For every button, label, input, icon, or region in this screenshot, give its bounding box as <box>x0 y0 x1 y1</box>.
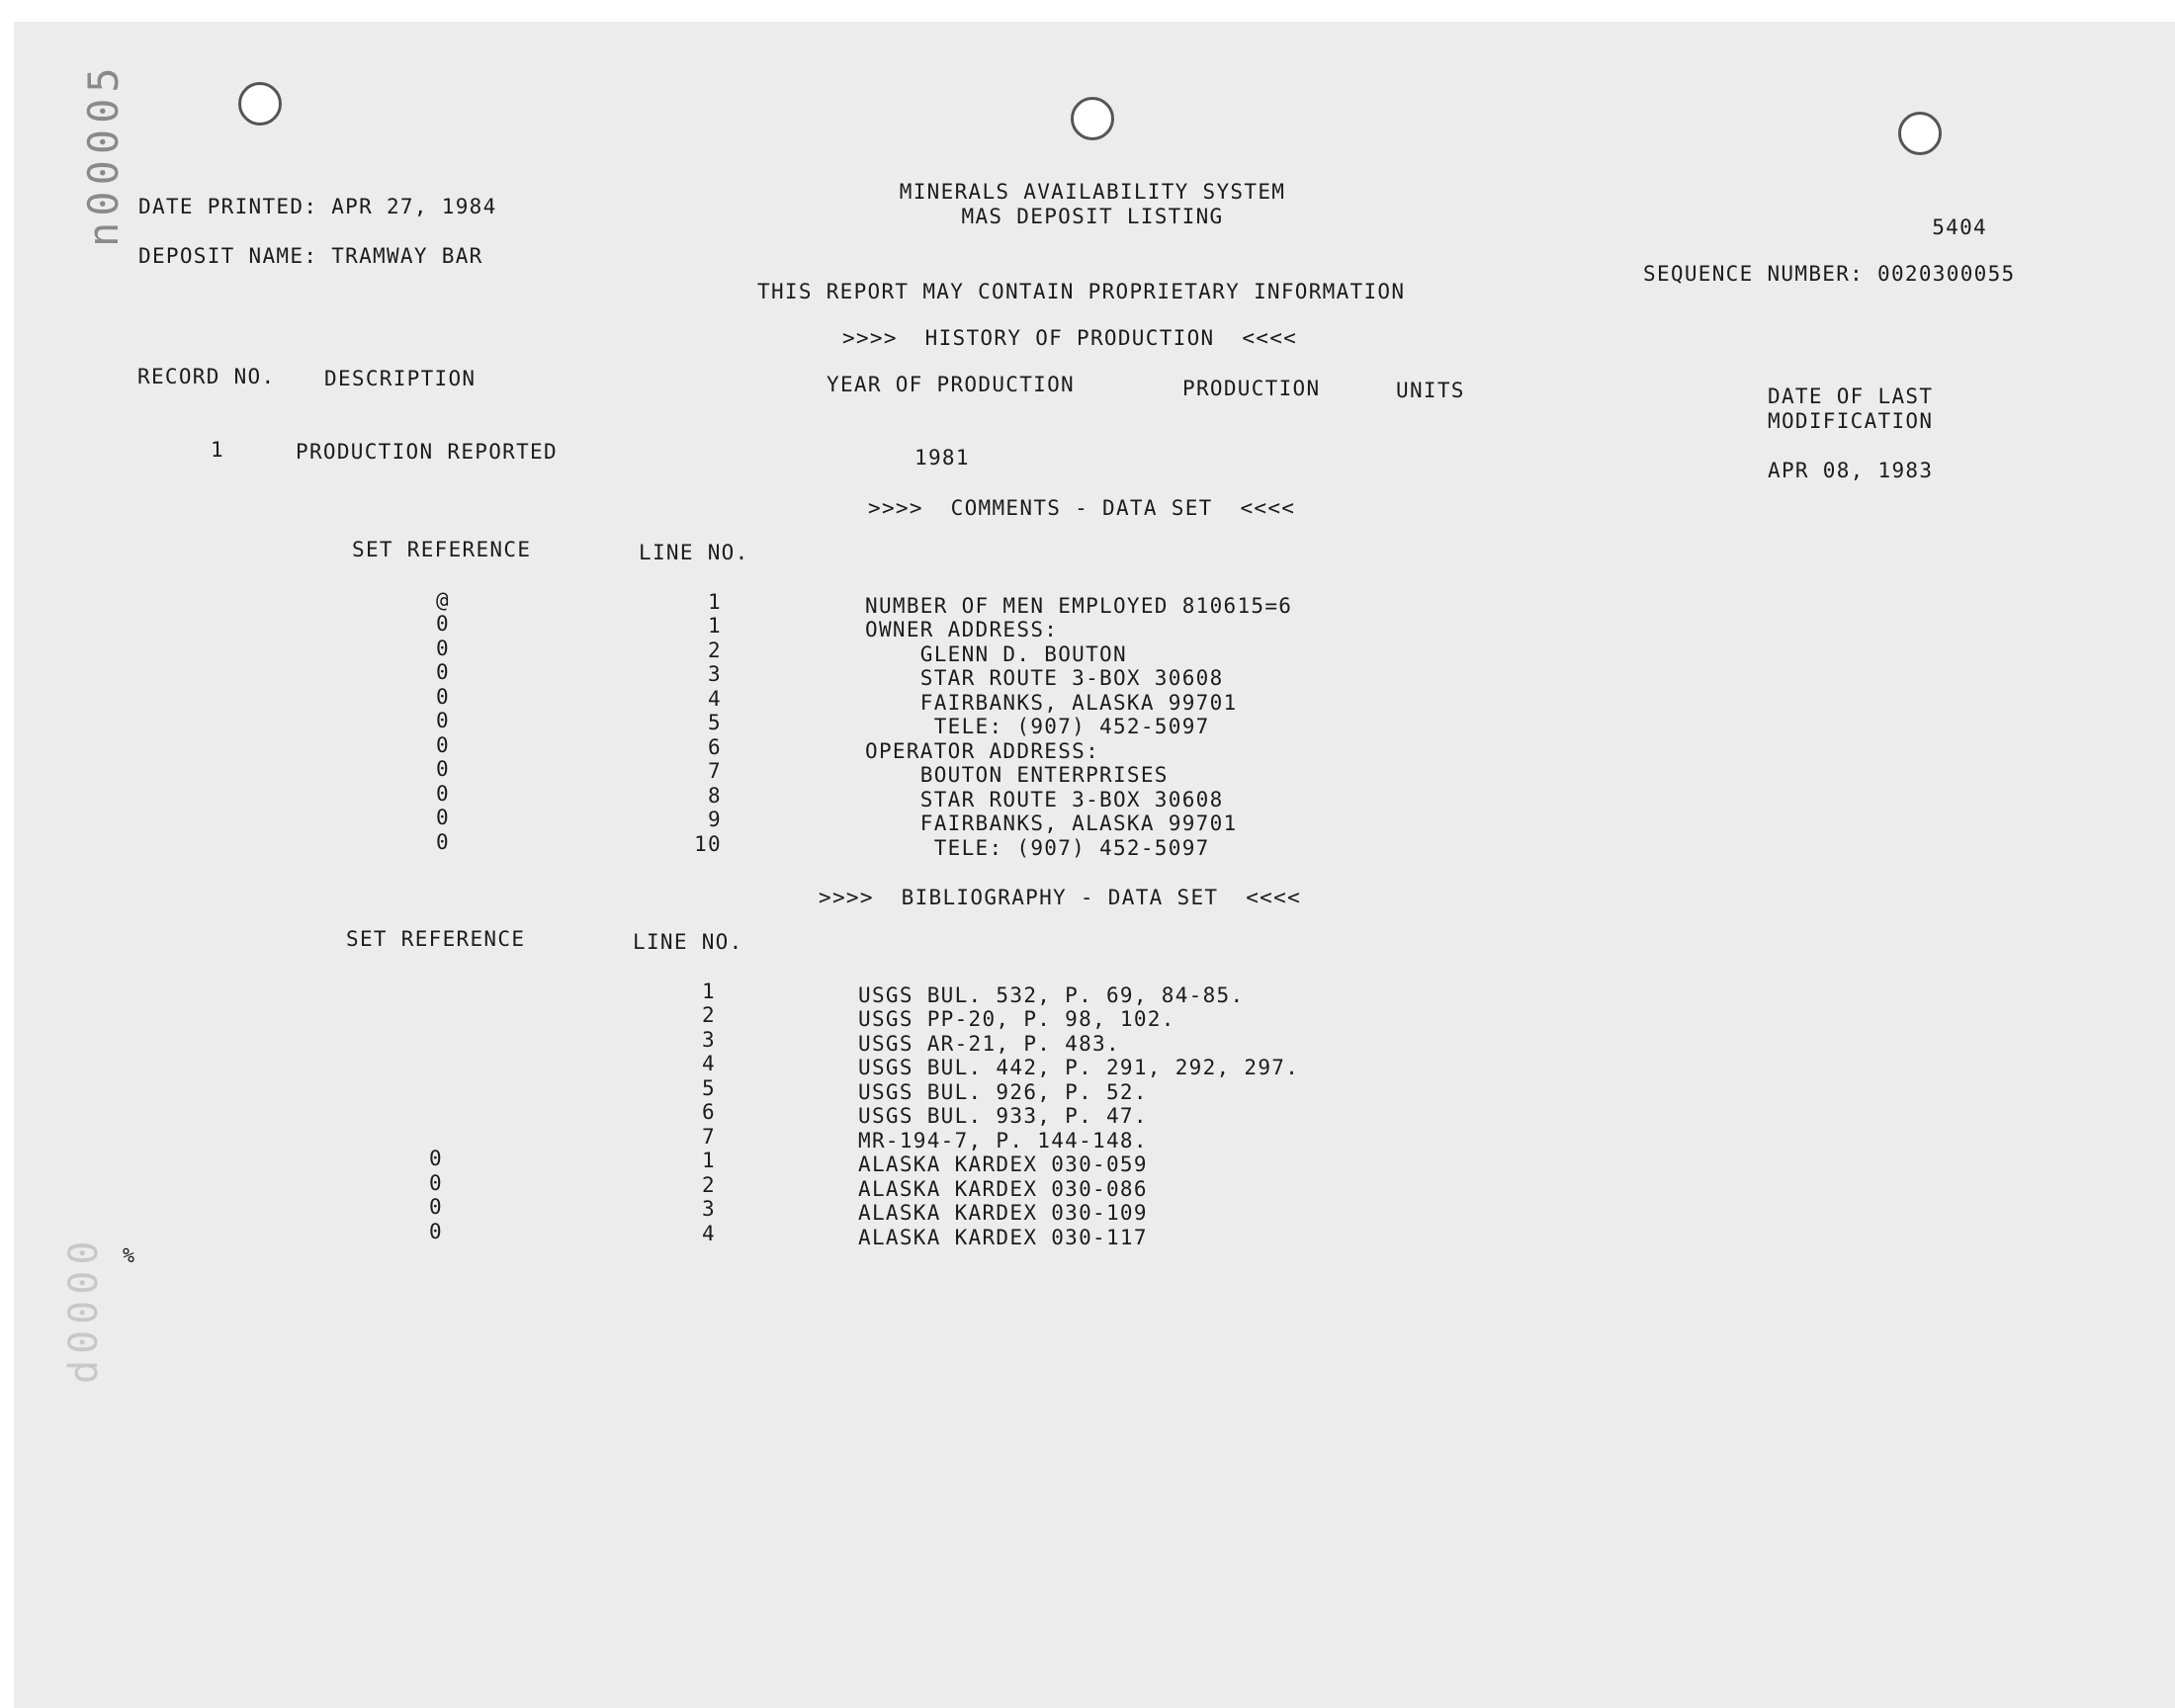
comment-text: TELE: (907) 452-5097 <box>865 836 1210 860</box>
bibliography-text: USGS AR-21, P. 483. <box>858 1032 1120 1056</box>
set-reference: 0 <box>436 709 450 732</box>
line-no: 1 <box>708 590 722 614</box>
comment-text: STAR ROUTE 3-BOX 30608 <box>865 666 1224 690</box>
set-reference: 0 <box>436 757 450 781</box>
set-reference: 0 <box>436 685 450 709</box>
set-reference: 0 <box>436 733 450 757</box>
set-reference: 0 <box>429 1171 443 1195</box>
punch-hole-right <box>1898 112 1942 155</box>
set-reference: 0 <box>436 782 450 806</box>
bibliography-text: USGS PP-20, P. 98, 102. <box>858 1007 1175 1031</box>
bibliography-col-line-no: LINE NO. <box>633 930 743 954</box>
col-modification: MODIFICATION <box>1768 409 1934 433</box>
line-no: 1 <box>708 614 722 638</box>
bibliography-text: USGS BUL. 933, P. 47. <box>858 1104 1148 1128</box>
comment-text: TELE: (907) 452-5097 <box>865 715 1210 738</box>
line-no: 3 <box>708 662 722 686</box>
bibliography-text: ALASKA KARDEX 030-117 <box>858 1226 1148 1249</box>
set-reference: 0 <box>436 612 450 636</box>
line-no: 10 <box>694 832 722 856</box>
set-reference: 0 <box>436 806 450 829</box>
col-year-of-production: YEAR OF PRODUCTION <box>826 373 1075 396</box>
line-no: 4 <box>702 1052 716 1075</box>
listing-title: MAS DEPOSIT LISTING <box>961 205 1224 228</box>
line-no: 7 <box>702 1125 716 1149</box>
comments-section-title: >>>> COMMENTS - DATA SET <<<< <box>868 496 1296 520</box>
set-reference: 0 <box>429 1220 443 1243</box>
comment-text: FAIRBANKS, ALASKA 99701 <box>865 691 1238 715</box>
punch-hole-center <box>1071 97 1114 140</box>
col-date-of-last: DATE OF LAST <box>1768 384 1934 408</box>
comments-col-set-reference: SET REFERENCE <box>352 538 532 561</box>
proprietary-notice: THIS REPORT MAY CONTAIN PROPRIETARY INFORMATION <box>757 280 1406 303</box>
set-reference: @ <box>436 588 450 612</box>
comment-text: STAR ROUTE 3-BOX 30608 <box>865 788 1224 811</box>
line-no: 2 <box>702 1173 716 1197</box>
set-reference: 0 <box>429 1147 443 1170</box>
deposit-name: DEPOSIT NAME: TRAMWAY BAR <box>138 244 483 268</box>
col-production: PRODUCTION <box>1182 377 1321 400</box>
comment-text: OWNER ADDRESS: <box>865 618 1059 641</box>
line-no: 2 <box>708 639 722 662</box>
set-reference: 0 <box>436 637 450 660</box>
production-date-modified: APR 08, 1983 <box>1768 459 1934 482</box>
col-record-no: RECORD NO. <box>137 365 276 388</box>
page-number: 5404 <box>1932 215 1987 239</box>
line-no: 1 <box>702 1149 716 1172</box>
set-reference: 0 <box>429 1195 443 1219</box>
date-printed: DATE PRINTED: APR 27, 1984 <box>138 195 497 218</box>
comment-text: OPERATOR ADDRESS: <box>865 739 1100 763</box>
comment-text: FAIRBANKS, ALASKA 99701 <box>865 811 1238 835</box>
bibliography-text: ALASKA KARDEX 030-059 <box>858 1153 1148 1176</box>
line-no: 1 <box>702 980 716 1003</box>
punch-hole-left <box>238 82 282 126</box>
line-no: 7 <box>708 759 722 783</box>
bibliography-text: USGS BUL. 442, P. 291, 292, 297. <box>858 1056 1300 1079</box>
line-no: 3 <box>702 1197 716 1221</box>
bibliography-col-set-reference: SET REFERENCE <box>346 927 526 951</box>
sequence-number: SEQUENCE NUMBER: 0020300055 <box>1643 262 2016 286</box>
line-no: 5 <box>708 711 722 734</box>
set-reference: 0 <box>436 830 450 854</box>
col-description: DESCRIPTION <box>324 367 477 390</box>
bibliography-text: USGS BUL. 926, P. 52. <box>858 1080 1148 1104</box>
line-no: 6 <box>702 1100 716 1124</box>
production-description: PRODUCTION REPORTED <box>296 440 558 464</box>
bibliography-text: ALASKA KARDEX 030-086 <box>858 1177 1148 1201</box>
production-section-title: >>>> HISTORY OF PRODUCTION <<<< <box>842 326 1298 350</box>
margin-stamp: n00005 <box>79 61 128 247</box>
comment-text: NUMBER OF MEN EMPLOYED 810615=6 <box>865 594 1293 618</box>
comment-text: GLENN D. BOUTON <box>865 642 1127 666</box>
bibliography-text: MR-194-7, P. 144-148. <box>858 1129 1148 1153</box>
bibliography-section-title: >>>> BIBLIOGRAPHY - DATA SET <<<< <box>819 886 1302 909</box>
bibliography-text: ALASKA KARDEX 030-109 <box>858 1201 1148 1225</box>
line-no: 8 <box>708 784 722 808</box>
line-no: 4 <box>702 1222 716 1245</box>
comment-text: BOUTON ENTERPRISES <box>865 763 1169 787</box>
line-no: 4 <box>708 687 722 711</box>
margin-mark: % <box>123 1243 135 1267</box>
comments-col-line-no: LINE NO. <box>639 541 749 564</box>
line-no: 5 <box>702 1076 716 1100</box>
margin-stamp-faint: d0000 <box>61 1235 107 1384</box>
line-no: 6 <box>708 735 722 759</box>
production-record-no: 1 <box>211 438 224 462</box>
system-title: MINERALS AVAILABILITY SYSTEM <box>899 180 1286 204</box>
col-units: UNITS <box>1396 379 1465 402</box>
bibliography-text: USGS BUL. 532, P. 69, 84-85. <box>858 983 1245 1007</box>
set-reference: 0 <box>436 660 450 684</box>
line-no: 2 <box>702 1003 716 1027</box>
production-year: 1981 <box>914 446 970 470</box>
line-no: 9 <box>708 808 722 831</box>
line-no: 3 <box>702 1028 716 1052</box>
